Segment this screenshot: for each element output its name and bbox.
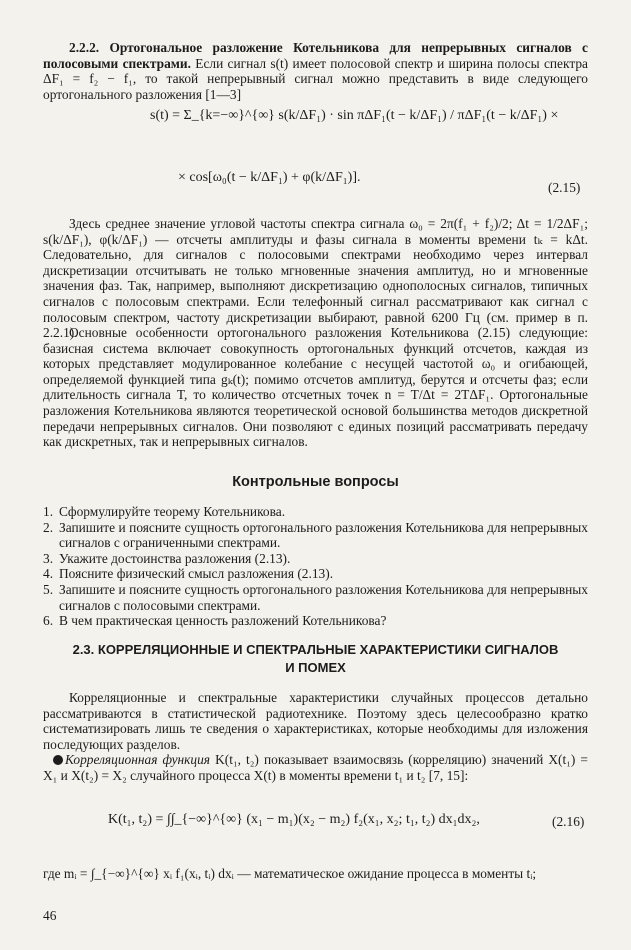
question-item: 5. Запишите и поясните сущность ортогонального разложения Котельникова для непрерывных сигналов с полосовыми спектрами. [43,581,588,613]
control-questions-title: Контрольные вопросы [232,474,399,490]
paragraph-2: Основные особенности ортогонального разложения Котельникова (2.15) следующие: базисная система включает совокупность ортогональных функций отсчетов, каждая из которых представляет модулированное колебание с несущей частотой ω₀ и огибающей, определяемой функцией типа gₖ(t); помимо отсчетов амплитуд, берутся и отсчеты фаз; если длительность сигнала T, то количество отсчетных точек n = T/Δt = 2TΔF₁. Ортогональные разложения Котельникова являются теоретической основой большинства методов дискретной передачи непрерывных сигналов. Они позволяют с единых позиций рассматривать передачу как дискретных, так и непрерывных сигналов. [43,325,588,450]
equation-number-2-16: (2.16) [552,814,585,829]
section-23-title-line2: И ПОМЕХ [285,660,346,675]
page-number: 46 [43,908,57,923]
question-item: 6. В чем практическая ценность разложений Котельникова? [43,613,387,629]
section-222-text: Если сигнал s(t) имеет полосовой спектр и ширина полосы спектра ΔF₁ = f₂ − f₁, то такой непрерывный сигнал можно представить в виде следующего ортогонального разложения [1—3] [43,55,588,102]
paragraph-1: Здесь среднее значение угловой частоты спектра сигнала ω₀ = 2π(f₁ + f₂)/2; Δt = 1/2ΔF₁; s(k/ΔF₁), φ(k/ΔF₁) — отсчеты амплитуды и фазы сигнала в моменты времени tₖ = kΔt. Следовательно, для сигналов с полосовыми спектрами необходимо через интервал дискретизации отсчитывать не только мгновенные значения амплитуд, но и мгновенные значения фаз. Так, например, выполняют дискретизацию однополосных сигналов, типичных сигналов с полосовым спектрами. Если телефонный сигнал рассматривают как сигнал с полосовым спектром, частоту дискретизации выбирают, равной 6200 Гц (см. пример в п. 2.2.1). [43,216,588,341]
control-questions-list [43,504,588,629]
correlation-term: Корреляционная функция [65,752,211,767]
correlation-paragraph [43,752,588,783]
equation-number-2-15: (2.15) [548,180,581,195]
bullet-icon [53,755,63,765]
expectation-integral: ∫_{−∞}^{∞} xᵢ f₁(xᵢ, tᵢ) dxᵢ [90,866,234,881]
section-23-title-line1: 2.3. КОРРЕЛЯЦИОННЫЕ И СПЕКТРАЛЬНЫЕ ХАРАКТЕРИСТИКИ СИГНАЛОВ [72,642,559,657]
equation-2-16: K(t₁, t₂) = ∫∫_{−∞}^{∞} (x₁ − m₁)(x₂ − m₂) f₂(x₁, x₂; t₁, t₂) dx₁dx₂, [108,812,480,827]
question-item: 1. Сформулируйте теорему Котельникова. [43,504,286,519]
expectation-tail: — математическое ожидание процесса в моменты tᵢ; [237,866,537,881]
question-item: 4. Поясните физический смысл разложения (2.13). [43,566,334,582]
section-23-intro: Корреляционные и спектральные характеристики случайных процессов детально рассматриваются в статистической радиотехнике. Поэтому здесь целесообразно кратко систематизировать лишь те сведения о характеристиках, которые необходимы для изложения последующих разделов. [43,690,588,752]
section-222-title: 2.2.2. Ортогональное разложение Котельникова для непрерывных сигналов с полосовыми спектрами. [43,40,588,71]
section-23-title [43,641,588,677]
question-item: 3. Укажите достоинства разложения (2.13). [43,550,291,566]
correlation-text: K(t₁, t₂) показывает взаимосвязь (корреляцию) значений X(t₁) = X₁ и X(t₂) = X₂ случайного процесса X(t) в моменты времени t₁ и t₂ [7, 15]: [43,752,588,783]
expectation-lead: где mᵢ = [43,866,88,881]
expectation-line [43,866,588,882]
section-222-paragraph [43,40,588,102]
equation-2-15-line1: s(t) = Σ_{k=−∞}^{∞} s(k/ΔF₁) · sin πΔF₁(t − k/ΔF₁) / πΔF₁(t − k/ΔF₁) × [150,108,559,123]
question-item: 2. Запишите и поясните сущность ортогонального разложения Котельникова для непрерывных сигналов с ограниченными спектрами. [43,519,588,551]
equation-2-15-line2: × cos[ω₀(t − k/ΔF₁) + φ(k/ΔF₁)]. [178,170,361,185]
